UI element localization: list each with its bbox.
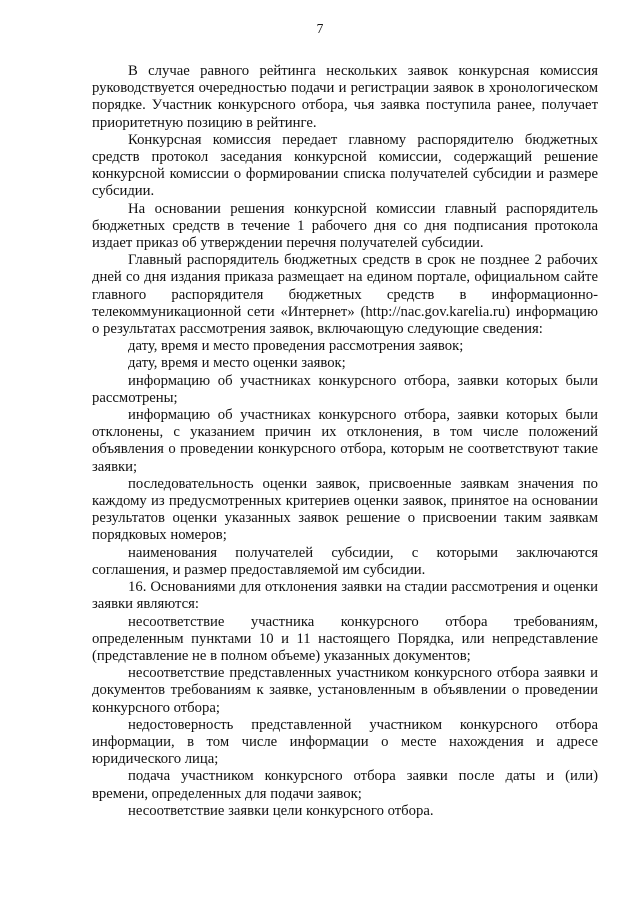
list-item-evaluation-sequence: последовательность оценки заявок, присвоенные заявкам значения по каждому из предусмотренных критериев оценки заявок, принятое на основании результатов оценки указанных заявок решение о присвоении таким заявкам порядковых номеров; [92,475,598,544]
paragraph-order-issuance: На основании решения конкурсной комиссии главный распорядитель бюджетных средств в течение 1 рабочего дня со дня подписания протокола издает приказ об утверждении перечня получателей субсидии. [92,200,598,252]
list-item-documents-mismatch: несоответствие представленных участником конкурсного отбора заявки и документов требованиям к заявке, установленным в объявлении о проведении конкурсного отбора; [92,665,598,716]
list-item-participant-mismatch: несоответствие участника конкурсного отбора требованиям, определенным пунктами 10 и 11 настоящего Порядка, или непредставление (представление не в полном объеме) указанных документов; [92,613,598,664]
document-body [92,63,598,820]
paragraph-results-publication: Главный распорядитель бюджетных средств в срок не позднее 2 рабочих дней со дня издания приказа размещает на едином портале, официальном сайте главного распорядителя бюджетных средств в информационно-телекоммуникационной сети «Интернет» (http://nac.gov.karelia.ru) информацию о результатах рассмотрения заявок, включающую следующие сведения: [92,252,598,338]
list-item-recipients: наименования получателей субсидии, с которыми заключаются соглашения, и размер предоставляемой им субсидии. [92,544,598,578]
list-item-evaluation-date: дату, время и место оценки заявок; [128,355,346,372]
paragraph-rejection-grounds: 16. Основаниями для отклонения заявки на стадии рассмотрения и оценки заявки являются: [92,579,598,613]
list-item-rejected-participants: информацию об участниках конкурсного отбора, заявки которых были отклонены, с указанием причин их отклонения, в том числе положений объявления о проведении конкурсного отбора, которым не соответствуют такие заявки; [92,407,598,475]
list-item-review-date: дату, время и место проведения рассмотрения заявок; [128,338,464,355]
list-item-inaccurate-info: недостоверность представленной участником конкурсного отбора информации, в том числе информации о месте нахождения и адресе юридического лица; [92,716,598,768]
list-item-reviewed-participants: информацию об участниках конкурсного отбора, заявки которых были рассмотрены; [92,372,598,406]
page-number: 7 [316,21,324,36]
list-item-purpose-mismatch: несоответствие заявки цели конкурсного отбора. [128,802,434,819]
list-item-late-submission: подача участником конкурсного отбора заявки после даты и (или) времени, определенных для подачи заявок; [92,768,598,802]
paragraph-protocol-transfer: Конкурсная комиссия передает главному распорядителю бюджетных средств протокол заседания конкурсной комиссии, содержащий решение конкурсной комиссии о формировании списка получателей субсидии и размере субсидии. [92,131,598,200]
paragraph-equal-rating: В случае равного рейтинга нескольких заявок конкурсная комиссия руководствуется очередностью подачи и регистрации заявок в хронологическом порядке. Участник конкурсного отбора, чья заявка поступила ранее, получает приоритетную позицию в рейтинге. [92,63,598,131]
